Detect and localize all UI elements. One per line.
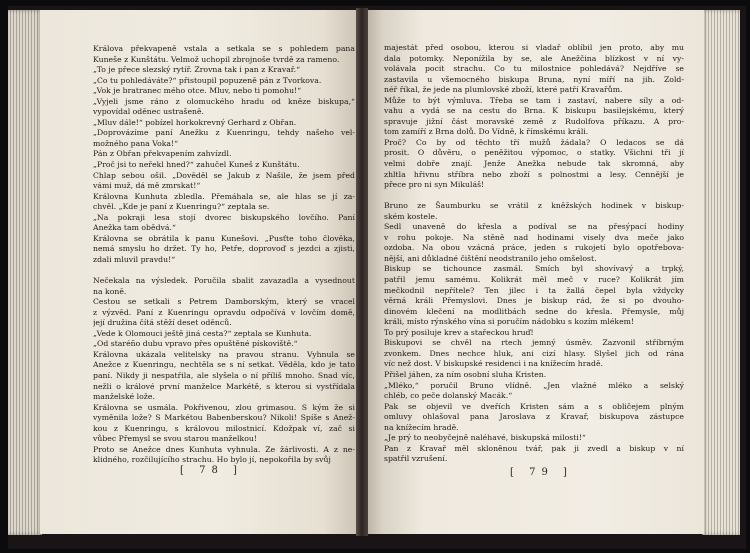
text-line: Královna se usmála. Pokřivenou, zlou grimasou. S kým že si <box>93 402 355 412</box>
text-line: nější, ani důkladné čištění neodstranilo jeho omšelost. <box>384 253 597 263</box>
text-line: néř říkal, že jede na plumlovské zboží, které patří Kravařům. <box>384 85 623 95</box>
text-line: Může to být výmluva. Třeba se tam i zastaví, nabere síly a od- <box>384 95 684 105</box>
text-line: králi, místo rýnského vína si poručím nádobku s kozím mlékem! <box>384 317 635 327</box>
text-line: „Na pokraji lesa stojí dvorec biskupského lovčího. Paní <box>93 212 355 222</box>
text-line: zdali mluvil pravdu!“ <box>93 254 176 264</box>
text-line: vyměnila lože? S Markétou Babenberskou? Nikoli! Spíše s Anež- <box>93 413 355 423</box>
text-line: „Co tu pohledáváte?“ přistoupil popuzeně pán z Tvorkova. <box>93 75 322 85</box>
text-line: Přišel jáhen, za ním osobní sluha Kristen. <box>384 369 547 379</box>
text-line: „Vok je bratranec mého otce. Mluv, nebo ti pomohu!“ <box>93 86 302 96</box>
text-line: Bruno ze Šaumburku se vrátil z kněžských hodinek v biskup- <box>384 201 684 211</box>
text-line: „Od staréño dubu vpravo přes opuštěné pískoviště.“ <box>93 339 298 349</box>
text-line: mečkodnil nepřítele? Ten jilec i ta žallá čepel byla vždycky <box>384 285 684 295</box>
text-line: Pak se objevil ve dveřích Kristen sám a s obličejem plným <box>384 401 684 411</box>
text-line: věrná králi Přemyslovi. Dnes je biskup rád, že si po dvouho- <box>384 296 684 306</box>
text-line: velmi dobře znají. Jenže Anežka nebude tak skromná, aby <box>384 159 684 169</box>
text-line: „Mléko,“ poručil Bruno vlídně. „Jen vlažné mléko a selský <box>384 380 684 390</box>
text-line: Proto se Anežce dnes Kunhuta vyhnula. Ze žárlivosti. A z ne- <box>93 444 355 454</box>
text-line: zhltla hřivnu stříbra nebo zboží s polnostmi a lesy. Cennější je <box>384 169 684 179</box>
text-line: spatřil vzrušení. <box>384 454 448 464</box>
right-page-edges <box>702 10 740 535</box>
text-line: víc než dost. V biskupské residenci i na knížecím hradě. <box>384 359 604 369</box>
text-line: dinovém klečení na modlitbách sedne do křesla. Přemysle, můj <box>384 306 684 316</box>
text-line: Pán z Obřan překvapením zahvízdl. <box>93 149 232 159</box>
text-line: „Je prý to neobyčejně naléhavé, biskupská milosti!“ <box>384 433 586 443</box>
text-line: Královna ukázala velitelsky na pravou stranu. Vyhnula se <box>93 349 355 359</box>
text-line: paní. Nikdy ji nespatřila, ale slyšela o ní příliš mnoho. Snad víc, <box>93 370 355 380</box>
text-line: majestát před osobou, kterou si vladař oblíbil jen proto, aby mu <box>384 43 684 52</box>
text-line: „Vede k Olomouci ještě jiná cesta?“ zeptala se Kunhuta. <box>93 328 312 338</box>
text-line: Proč? Co by od těchto tří mužů žádala? O ledacos se dá <box>384 137 684 147</box>
text-line: nemá smyslu ho držet. Ty ho, Petře, doprovoď s jezdci a zjisti, <box>93 244 355 254</box>
text-line: nežli o králové první manželce Markétě, s kterou si vystřídala <box>93 381 355 391</box>
text-line: Cestou se setkali s Petrem Damborským, který se vracel <box>93 297 355 307</box>
text-line: Královna Kunhuta zbledla. Přemáhala se, ale hlas se jí za- <box>93 191 355 201</box>
text-line: Chlap sebou ošil. „Dověděl se Jakub z Našile, že jsem před <box>93 170 355 180</box>
text-line: Kuneše z Kunštátu. Velmož uchopil zbrojnoše tvrdě za rameno. <box>93 54 340 64</box>
text-line: „To je přece slezský rytíř. Zrovna tak i pan z Kravař.“ <box>93 65 301 75</box>
text-line: manželské lože. <box>93 392 155 402</box>
text-line: Biskupovi se chvěl na rtech jemný úsměv. Zazvonil stříbrným <box>384 338 684 348</box>
text-line: chvěl. „Kde je paní z Kuenringu?“ zeptala se. <box>93 202 270 212</box>
text-line: možného pana Voka!“ <box>93 138 179 148</box>
right-page <box>362 10 704 534</box>
text-line: patřil jemu samému. Kolikrát měl meč v ruce? Kolikrát jím <box>384 275 684 285</box>
text-line: volávala pocit strachu. Co tu milostnice pohledává? Nejdříve se <box>384 64 684 74</box>
text-line: ském kostele. <box>384 211 438 221</box>
paragraph-gap <box>93 265 355 276</box>
text-line: vypovídal oděnec ustrašeně. <box>93 107 205 117</box>
text-line: „Doprovázíme paní Anežku z Kuenringu, tehdy našeho vel- <box>93 128 355 138</box>
text-line: tom zamíří z Brna dolů. Do Vídně, k římskému králi. <box>384 127 589 137</box>
text-line: klidného, rozčilujícího strachu. Ho bylo jí, nepokořila by svůj <box>93 455 331 465</box>
left-page-number: [ 78 ] <box>180 465 243 476</box>
text-line: Nečekala na výsledek. Poručila sbalit zavazadla a vysednout <box>93 276 355 286</box>
text-line: To prý posiluje krev a stařeckou hruď! <box>384 327 534 337</box>
text-line: v rohu pokoje. Na stěně nad hodinami visely dva meče jako <box>384 232 684 242</box>
paragraph-gap <box>384 191 684 202</box>
text-line: ozdoba. Na obou vzácná práce, jeden s rukojetí bylo opotřebova- <box>384 243 684 253</box>
text-line: Pan z Kravař měl skloněnou tvář, pak ji zvedl a biskup v ní <box>384 443 684 453</box>
right-page-number: [ 79 ] <box>510 467 573 478</box>
text-line: vůbec Přemysl se svou starou manželkou! <box>93 434 257 444</box>
text-line: na knížecím hradě. <box>384 422 459 432</box>
text-line: Anežka tam obědvá.“ <box>93 223 176 233</box>
text-line: „Mluv dále!“ pobízel horkokrevný Gerhard z Obřan. <box>93 117 297 127</box>
text-line: spravuje jižní část moravské země z Rudolfova příkazu. A pro- <box>384 116 684 126</box>
text-line: přece pro ni syn Mikuláš! <box>384 180 485 190</box>
text-line: zvonkem. Dnes nechce hluk, ani cizí hlasy. Slyšel jich od rána <box>384 348 684 358</box>
text-line: omluvy ohlašoval pana Jaroslava z Kravař, biskupova zástupce <box>384 412 684 422</box>
text-line: Královna se obrátila k panu Kunešovi. „Pusťte toho člověka, <box>93 233 355 243</box>
left-page <box>40 10 362 534</box>
text-line: její družina čítá stěží deset oděnců. <box>93 318 232 328</box>
text-line: Sedl unaveně do křesla a podíval se na přesýpací hodiny <box>384 222 684 232</box>
text-line: zastavila u všemocného biskupa Bruna, nyní míří na jih. Zold- <box>384 74 684 84</box>
text-line: vahu a vydá se na cestu do Brna. K biskupu basilejskému, který <box>384 106 684 116</box>
text-line: vámi muž, dá mě zmrskat!“ <box>93 181 201 191</box>
text-line: Anežce z Kuenringu, nechtěla se s ní setkat. Věděla, kdo je tato <box>93 360 355 370</box>
text-line: chléb, co peče dolanský Macák.“ <box>384 391 513 401</box>
text-line: Biskup se tichounce zasmál. Smích byl shovívavý a trpký, <box>384 264 684 274</box>
text-line: „Vyjeli jsme ráno z olomuckého hradu od kněze biskupa,“ <box>93 96 355 106</box>
text-line: z výzvěd. Paní z Kuenringu opravdu odpočívá v lovčím domě, <box>93 307 355 317</box>
text-line: prosit. O důvěru, o peněžitou výpomoc, o statky. Všichni tři jí <box>384 148 684 158</box>
text-line: na koně. <box>93 286 127 296</box>
left-page-edges <box>8 10 42 535</box>
left-page-text <box>93 44 355 466</box>
right-page-text <box>384 43 684 465</box>
text-line: Králova překvapeně vstala a setkala se s pohledem pana <box>93 44 355 53</box>
text-line: dala potomky. Neponížila by se, ale Anežčina blízkost v ní vy- <box>384 53 684 63</box>
text-line: „Proč jsi to neřekl hned?“ zahučel Kuneš z Kunštátu. <box>93 160 300 170</box>
text-line: kou z Kuenringu, s královou milostnicí. Kdožpak ví, zač si <box>93 423 355 433</box>
book-gutter <box>356 8 368 536</box>
